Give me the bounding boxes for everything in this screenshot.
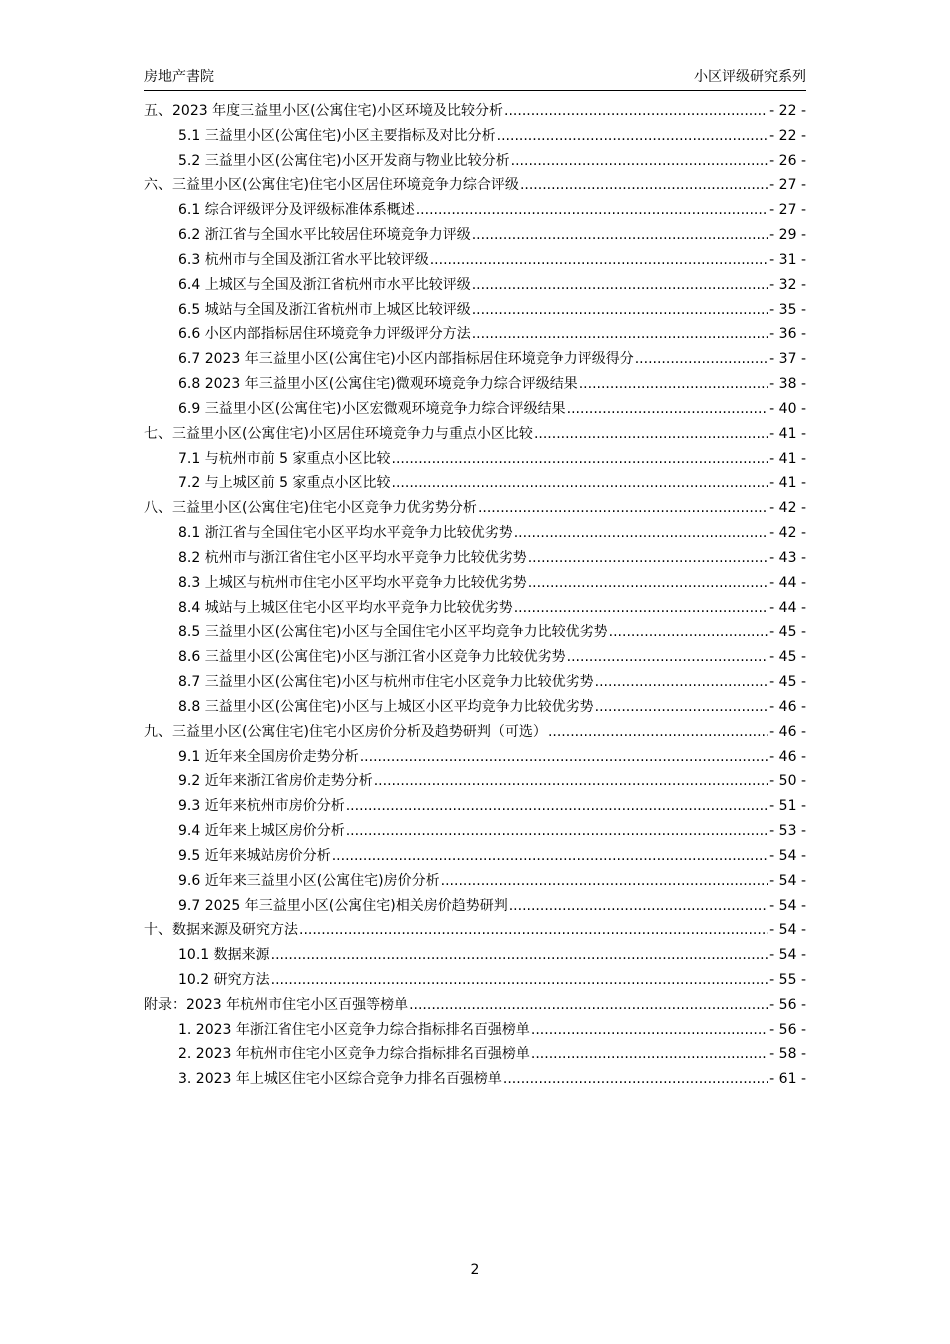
toc-entry[interactable] [144,794,806,819]
toc-entry[interactable] [144,99,806,124]
toc-dot-leader [478,496,768,521]
toc-dot-leader [472,223,768,248]
toc-entry[interactable] [144,496,806,521]
page-header [144,66,806,91]
toc-dot-leader [503,1067,768,1092]
toc-entry-title: 9.7 2025 年三益里小区(公寓住宅)相关房价趋势研判 [178,897,508,914]
toc-entry[interactable] [144,149,806,174]
toc-entry[interactable] [144,298,806,323]
toc-entry-page: - 42 - [769,500,806,517]
toc-entry-title: 6.4 上城区与全国及浙江省杭州市水平比较评级 [178,276,471,293]
toc-dot-leader [346,819,768,844]
toc-dot-leader [528,546,768,571]
toc-entry-title: 6.9 三益里小区(公寓住宅)小区宏微观环境竞争力综合评级结果 [178,400,566,417]
toc-dot-leader [548,720,768,745]
toc-entry-title: 10.1 数据来源 [178,947,270,964]
toc-entry-title: 6.3 杭州市与全国及浙江省水平比较评级 [178,251,429,268]
toc-entry[interactable] [144,322,806,347]
toc-entry[interactable] [144,546,806,571]
toc-entry-title: 2. 2023 年杭州市住宅小区竞争力综合指标排名百强榜单 [178,1046,530,1063]
toc-dot-leader [595,670,769,695]
toc-entry-title: 5.2 三益里小区(公寓住宅)小区开发商与物业比较分析 [178,152,510,169]
toc-entry-page: - 51 - [769,798,806,815]
toc-dot-leader [509,894,768,919]
toc-entry-page: - 61 - [769,1071,806,1088]
toc-entry[interactable] [144,471,806,496]
toc-dot-leader [567,397,769,422]
toc-entry-title: 6.2 浙江省与全国水平比较居住环境竞争力评级 [178,227,471,244]
toc-dot-leader [531,1018,768,1043]
toc-entry-page: - 44 - [769,574,806,591]
toc-dot-leader [271,943,769,968]
toc-entry-title: 8.5 三益里小区(公寓住宅)小区与全国住宅小区平均竞争力比较优劣势 [178,624,608,641]
toc-dot-leader [299,918,768,943]
toc-entry-title: 8.4 城站与上城区住宅小区平均水平竞争力比较优劣势 [178,599,513,616]
toc-entry-title: 9.6 近年来三益里小区(公寓住宅)房价分析 [178,872,440,889]
toc-entry-page: - 35 - [769,301,806,318]
toc-entry[interactable] [144,1018,806,1043]
toc-entry-page: - 58 - [769,1046,806,1063]
toc-dot-leader [504,99,768,124]
toc-entry-title: 五、2023 年度三益里小区(公寓住宅)小区环境及比较分析 [144,103,504,119]
toc-entry[interactable] [144,1067,806,1092]
toc-entry-page: - 38 - [769,376,806,393]
toc-entry-title: 六、三益里小区(公寓住宅)住宅小区居住环境竞争力综合评级 [144,177,519,194]
toc-dot-leader [511,149,769,174]
toc-entry-title: 八、三益里小区(公寓住宅)住宅小区竞争力优劣势分析 [144,500,477,517]
toc-entry[interactable] [144,894,806,919]
toc-entry-page: - 45 - [769,674,806,691]
toc-entry[interactable] [144,844,806,869]
toc-entry-title: 8.1 浙江省与全国住宅小区平均水平竞争力比较优劣势 [178,525,513,542]
toc-entry-page: - 45 - [769,649,806,666]
toc-entry-title: 6.7 2023 年三益里小区(公寓住宅)小区内部指标居住环境竞争力评级得分 [178,351,634,368]
toc-dot-leader [595,695,769,720]
toc-dot-leader [531,1042,768,1067]
toc-dot-leader [416,198,768,223]
toc-entry-title: 9.3 近年来杭州市房价分析 [178,798,345,815]
toc-entry-title: 9.2 近年来浙江省房价走势分析 [178,773,373,790]
toc-entry[interactable] [144,198,806,223]
toc-entry-title: 8.8 三益里小区(公寓住宅)小区与上城区小区平均竞争力比较优劣势 [178,698,594,715]
toc-entry[interactable] [144,943,806,968]
toc-entry[interactable] [144,745,806,770]
toc-dot-leader [472,322,768,347]
toc-entry-page: - 54 - [769,847,806,864]
toc-dot-leader [534,422,768,447]
toc-entry[interactable] [144,173,806,198]
toc-entry[interactable] [144,372,806,397]
toc-entry[interactable] [144,645,806,670]
toc-entry[interactable] [144,620,806,645]
toc-entry-page: - 45 - [769,624,806,641]
toc-dot-leader [472,273,768,298]
toc-entry-title: 附录：2023 年杭州市住宅小区百强等榜单 [144,996,409,1013]
toc-entry-page: - 54 - [769,897,806,914]
toc-entry-page: - 22 - [769,127,806,144]
toc-dot-leader [346,794,768,819]
toc-entry-page: - 50 - [769,773,806,790]
toc-entry-title: 5.1 三益里小区(公寓住宅)小区主要指标及对比分析 [178,127,496,144]
toc-entry-page: - 46 - [769,723,806,740]
toc-entry-page: - 55 - [769,971,806,988]
toc-entry[interactable] [144,869,806,894]
toc-entry[interactable] [144,397,806,422]
toc-dot-leader [528,571,768,596]
toc-entry-page: - 22 - [769,103,806,119]
toc-entry-title: 7.1 与杭州市前 5 家重点小区比较 [178,450,391,467]
toc-dot-leader [514,521,768,546]
toc-entry-title: 10.2 研究方法 [178,971,270,988]
toc-entry-title: 6.1 综合评级评分及评级标准体系概述 [178,202,415,219]
toc-entry-page: - 46 - [769,748,806,765]
toc-entry-page: - 54 - [769,922,806,939]
toc-entry-title: 十、数据来源及研究方法 [144,922,298,939]
toc-entry-title: 3. 2023 年上城区住宅小区综合竞争力排名百强榜单 [178,1071,502,1088]
toc-entry-page: - 56 - [769,996,806,1013]
toc-entry-title: 8.2 杭州市与浙江省住宅小区平均水平竞争力比较优劣势 [178,549,527,566]
toc-entry-title: 8.7 三益里小区(公寓住宅)小区与杭州市住宅小区竞争力比较优劣势 [178,674,594,691]
toc-entry[interactable] [144,695,806,720]
toc-entry-page: - 41 - [769,425,806,442]
toc-entry[interactable] [144,769,806,794]
toc-entry-page: - 44 - [769,599,806,616]
toc-entry[interactable] [144,422,806,447]
toc-entry-page: - 54 - [769,947,806,964]
toc-dot-leader [579,372,768,397]
toc-entry[interactable] [144,720,806,745]
toc-dot-leader [409,993,768,1018]
toc-entry[interactable] [144,447,806,472]
toc-entry[interactable] [144,819,806,844]
toc-entry-title: 9.1 近年来全国房价走势分析 [178,748,359,765]
toc-entry-page: - 41 - [769,450,806,467]
toc-dot-leader [441,869,769,894]
toc-dot-leader [430,248,768,273]
toc-entry[interactable] [144,248,806,273]
toc-entry[interactable] [144,124,806,149]
toc-entry-page: - 46 - [769,698,806,715]
toc-entry[interactable] [144,521,806,546]
toc-entry-title: 1. 2023 年浙江省住宅小区竞争力综合指标排名百强榜单 [178,1021,530,1038]
toc-entry[interactable] [144,223,806,248]
table-of-contents [144,99,806,1092]
toc-entry-page: - 37 - [769,351,806,368]
toc-entry-title: 9.5 近年来城站房价分析 [178,847,331,864]
toc-entry-page: - 31 - [769,251,806,268]
toc-dot-leader [514,596,768,621]
toc-dot-leader [392,471,769,496]
toc-entry[interactable] [144,347,806,372]
toc-entry-title: 9.4 近年来上城区房价分析 [178,823,345,840]
toc-entry-title: 6.8 2023 年三益里小区(公寓住宅)微观环境竞争力综合评级结果 [178,376,578,393]
toc-entry-page: - 42 - [769,525,806,542]
toc-entry[interactable] [144,993,806,1018]
toc-dot-leader [271,968,769,993]
toc-entry[interactable] [144,1042,806,1067]
toc-entry-title: 七、三益里小区(公寓住宅)小区居住环境竞争力与重点小区比较 [144,425,533,442]
toc-entry-title: 7.2 与上城区前 5 家重点小区比较 [178,475,391,492]
toc-entry-page: - 54 - [769,872,806,889]
toc-entry-page: - 36 - [769,326,806,343]
toc-dot-leader [609,620,769,645]
toc-entry-title: 九、三益里小区(公寓住宅)住宅小区房价分析及趋势研判（可选） [144,723,547,740]
toc-entry-title: 8.6 三益里小区(公寓住宅)小区与浙江省小区竞争力比较优劣势 [178,649,566,666]
toc-entry-page: - 43 - [769,549,806,566]
toc-entry[interactable] [144,571,806,596]
toc-entry-page: - 27 - [769,202,806,219]
toc-dot-leader [635,347,768,372]
toc-entry-title: 6.5 城站与全国及浙江省杭州市上城区比较评级 [178,301,471,318]
toc-dot-leader [520,173,768,198]
toc-dot-leader [332,844,768,869]
toc-entry[interactable] [144,670,806,695]
toc-dot-leader [497,124,769,149]
toc-entry-page: - 40 - [769,400,806,417]
toc-dot-leader [392,447,769,472]
toc-entry[interactable] [144,918,806,943]
toc-dot-leader [567,645,769,670]
toc-entry[interactable] [144,968,806,993]
toc-entry-title: 6.6 小区内部指标居住环境竞争力评级评分方法 [178,326,471,343]
page-number: 2 [470,1262,480,1278]
toc-entry-page: - 32 - [769,276,806,293]
header-publisher: 房地产書院 [144,69,214,85]
toc-dot-leader [360,745,768,770]
toc-dot-leader [472,298,768,323]
toc-entry-page: - 29 - [769,227,806,244]
toc-entry-page: - 41 - [769,475,806,492]
toc-dot-leader [374,769,768,794]
toc-entry-title: 8.3 上城区与杭州市住宅小区平均水平竞争力比较优劣势 [178,574,527,591]
toc-entry[interactable] [144,273,806,298]
toc-entry[interactable] [144,596,806,621]
toc-entry-page: - 53 - [769,823,806,840]
toc-entry-page: - 56 - [769,1021,806,1038]
toc-entry-page: - 27 - [769,177,806,194]
toc-entry-page: - 26 - [769,152,806,169]
header-series: 小区评级研究系列 [694,69,806,85]
